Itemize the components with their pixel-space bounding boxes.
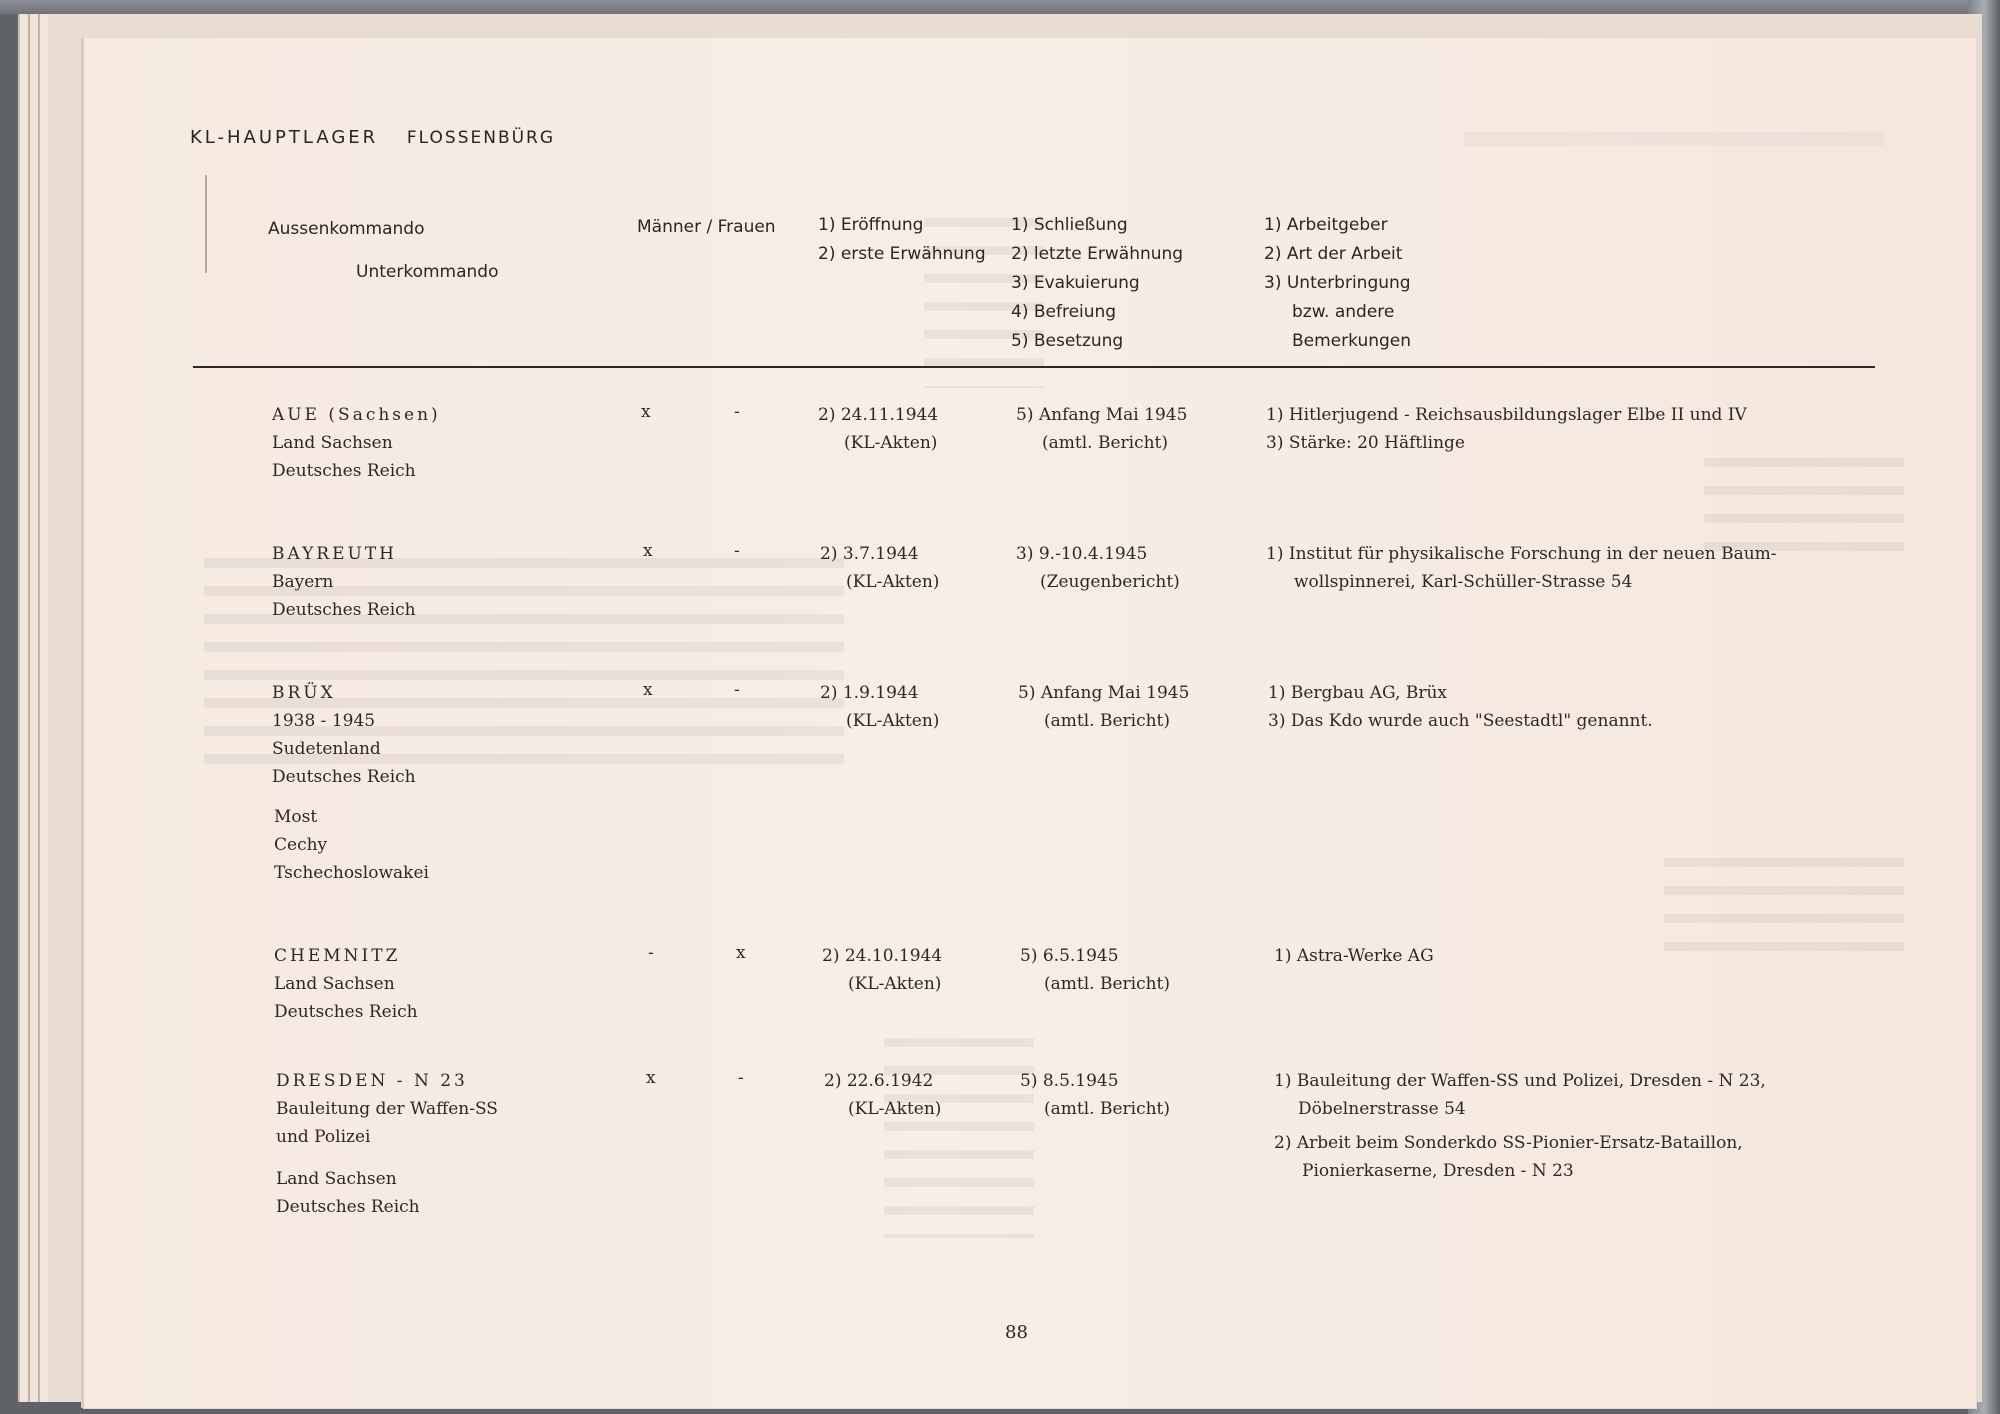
header-rule: [193, 366, 1875, 368]
column-heading-employer: 1) Arbeitgeber 2) Art der Arbeit 3) Unterbringung bzw. andere Bemerkungen: [1264, 215, 1412, 351]
entry-men-aue: x: [641, 402, 651, 422]
header-title: KL-HAUPTLAGER: [190, 127, 379, 148]
entry-place-chemnitz: CHEMNITZ Land Sachsen Deutsches Reich: [274, 946, 418, 1022]
entry-women-brux: -: [734, 680, 740, 700]
entry-men-dresden: x: [646, 1068, 656, 1088]
entry-opening-bayreuth: 2) 3.7.1944 (KL-Akten): [820, 544, 940, 592]
entry-remarks-dresden: 1) Bauleitung der Waffen-SS und Polizei, Dresden - N 23, Döbelnerstrasse 54 2) Arbeit beim Sonderkdo SS-Pionier-Ersatz-Bataillon, Pionierkaserne, Dresden - N 23: [1274, 1071, 1766, 1181]
entry-opening-dresden: 2) 22.6.1942 (KL-Akten): [824, 1071, 942, 1119]
entry-remarks-chemnitz: 1) Astra-Werke AG: [1274, 946, 1434, 966]
entry-place-brux: BRÜX 1938 - 1945 Sudetenland Deutsches Reich: [272, 683, 416, 787]
column-heading-unterkommando: Unterkommando: [356, 262, 499, 282]
entry-remarks-aue: 1) Hitlerjugend - Reichsausbildungslager Elbe II und IV 3) Stärke: 20 Häftlinge: [1266, 405, 1747, 453]
column-heading-aussenkommando: Aussenkommando: [268, 219, 425, 239]
entry-place-bayreuth: BAYREUTH Bayern Deutsches Reich: [272, 544, 416, 620]
page-number: 88: [1005, 1322, 1028, 1343]
column-heading-closing: 1) Schließung 2) letzte Erwähnung 3) Evakuierung 4) Befreiung 5) Besetzung: [1011, 215, 1184, 351]
entry-women-aue: -: [734, 402, 740, 422]
entry-opening-aue: 2) 24.11.1944 (KL-Akten): [818, 405, 939, 453]
entry-men-bayreuth: x: [643, 541, 653, 561]
entry-place-extra-dresden: Land Sachsen Deutsches Reich: [276, 1169, 420, 1217]
entry-remarks-brux: 1) Bergbau AG, Brüx 3) Das Kdo wurde auch "Seestadtl" genannt.: [1268, 683, 1653, 731]
entry-place-dresden: DRESDEN - N 23 Bauleitung der Waffen-SS und Polizei: [276, 1071, 498, 1147]
entry-women-bayreuth: -: [734, 541, 740, 561]
header-camp: FLOSSENBÜRG: [406, 128, 556, 148]
entry-opening-chemnitz: 2) 24.10.1944 (KL-Akten): [822, 946, 943, 994]
entry-place-aue: AUE (Sachsen) Land Sachsen Deutsches Reich: [272, 405, 441, 481]
entry-closing-dresden: 5) 8.5.1945 (amtl. Bericht): [1020, 1071, 1171, 1119]
scanner-edge-top: [0, 0, 2000, 14]
show-through-texture: [1664, 858, 1904, 968]
header-vertical-rule: [205, 175, 207, 273]
entry-closing-brux: 5) Anfang Mai 1945 (amtl. Bericht): [1018, 683, 1190, 731]
entry-closing-bayreuth: 3) 9.-10.4.1945 (Zeugenbericht): [1016, 544, 1180, 592]
entry-closing-aue: 5) Anfang Mai 1945 (amtl. Bericht): [1016, 405, 1188, 453]
column-heading-maenner-frauen: Männer / Frauen: [637, 217, 776, 237]
column-heading-opening: 1) Eröffnung 2) erste Erwähnung: [818, 215, 986, 264]
page-header: [190, 127, 555, 148]
entry-men-chemnitz: -: [648, 943, 654, 963]
show-through-texture: [1464, 132, 1884, 176]
entry-closing-chemnitz: 5) 6.5.1945 (amtl. Bericht): [1020, 946, 1171, 994]
entry-opening-brux: 2) 1.9.1944 (KL-Akten): [820, 683, 940, 731]
entry-place-extra-brux: Most Cechy Tschechoslowakei: [274, 807, 429, 883]
entry-remarks-bayreuth: 1) Institut für physikalische Forschung in der neuen Baum- wollspinnerei, Karl-Schüller-Strasse 54: [1266, 544, 1777, 592]
entry-women-chemnitz: x: [736, 943, 746, 963]
entry-women-dresden: -: [738, 1068, 744, 1088]
entry-men-brux: x: [643, 680, 653, 700]
